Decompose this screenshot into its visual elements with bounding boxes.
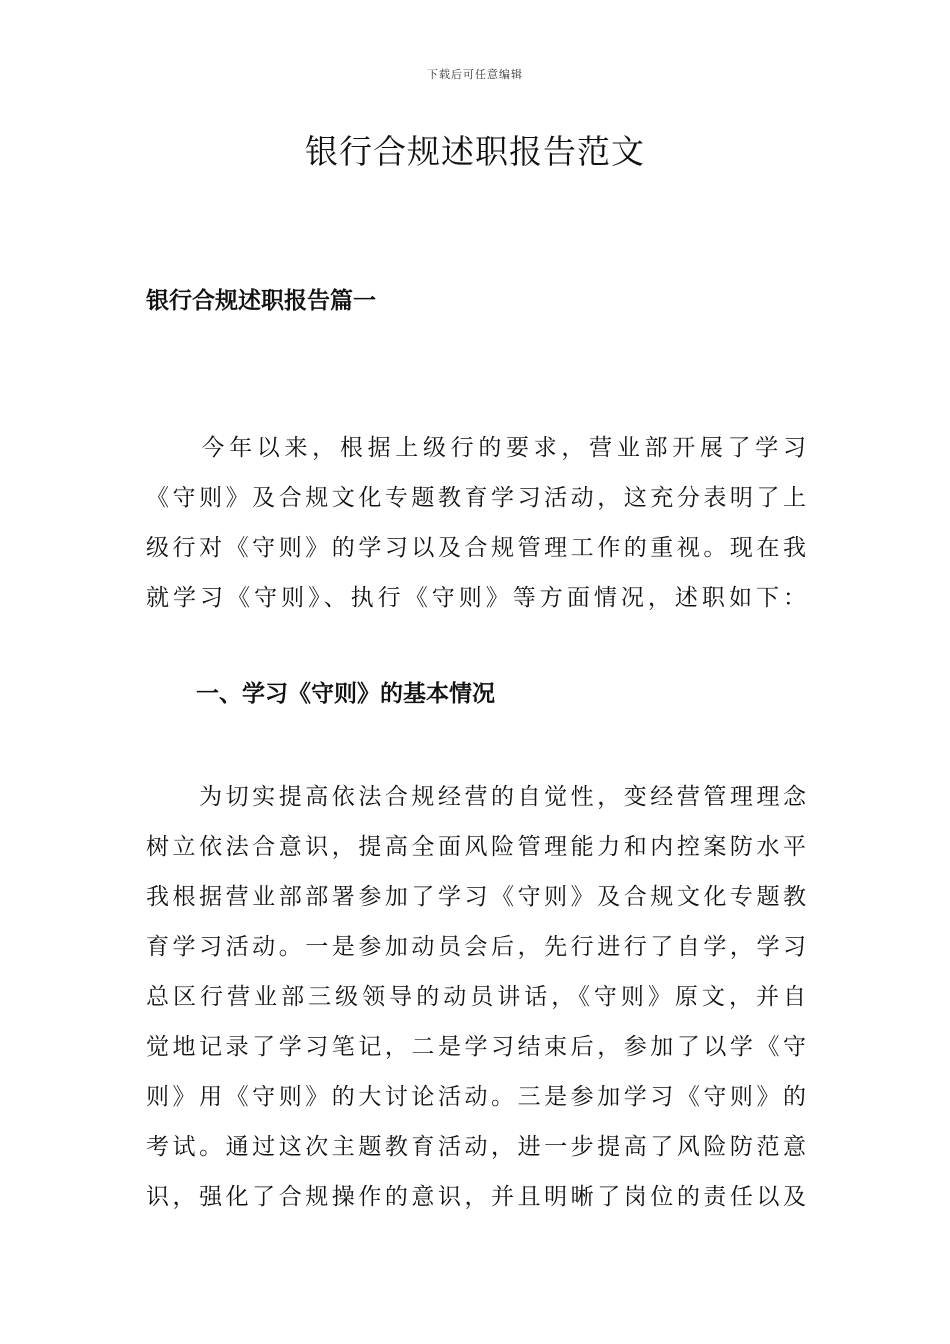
paragraph-line: 识，强化了合规操作的意识，并且明晰了岗位的责任以及 — [146, 1184, 806, 1210]
paragraph-line: 今年以来，根据上级行的要求，营业部开展了学习 — [146, 435, 806, 461]
paragraph-line: 则》用《守则》的大讨论活动。三是参加学习《守则》的 — [146, 1084, 806, 1110]
document-title: 银行合规述职报告范文 — [305, 132, 645, 171]
paragraph-line: 考试。通过这次主题教育活动，进一步提高了风险防范意 — [146, 1134, 806, 1160]
paragraph-line: 级行对《守则》的学习以及合规管理工作的重视。现在我 — [146, 535, 806, 561]
paragraph-intro — [146, 423, 806, 623]
paragraph-line: 树立依法合意识，提高全面风险管理能力和内控案防水平 — [146, 834, 806, 860]
section-heading-1: 一、学习《守则》的基本情况 — [196, 680, 495, 707]
paragraph-line: 觉地记录了学习笔记，二是学习结束后，参加了以学《守 — [146, 1034, 806, 1060]
paragraph-line: 为切实提高依法合规经营的自觉性，变经营管理理念 — [146, 784, 806, 810]
header-note: 下载后可任意编辑 — [427, 68, 523, 81]
paragraph-line: 育学习活动。一是参加动员会后，先行进行了自学，学习 — [146, 934, 806, 960]
paragraph-line: 总区行营业部三级领导的动员讲话，《守则》原文，并自 — [146, 984, 806, 1010]
paragraph-line: 就学习《守则》、执行《守则》等方面情况，述职如下： — [146, 585, 806, 611]
section-subtitle: 银行合规述职报告篇一 — [146, 287, 376, 314]
paragraph-line: 《守则》及合规文化专题教育学习活动，这充分表明了上 — [146, 485, 806, 511]
paragraph-line: 我根据营业部部署参加了学习《守则》及合规文化专题教 — [146, 884, 806, 910]
paragraph-study — [146, 772, 806, 1222]
